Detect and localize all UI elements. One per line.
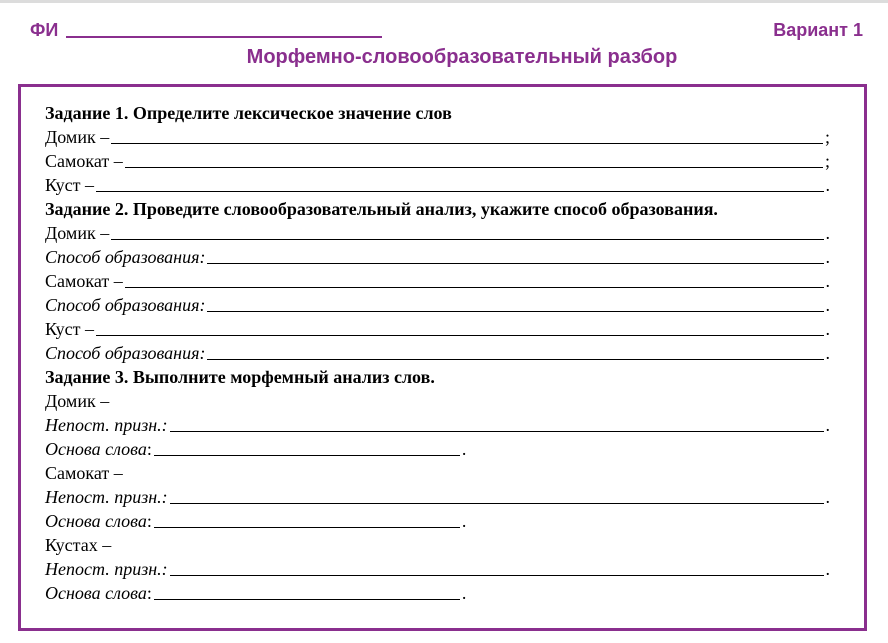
- word-label: Самокат –: [45, 151, 123, 171]
- top-divider: [0, 0, 888, 3]
- method-label: Способ образования:: [45, 295, 206, 315]
- answer-blank[interactable]: [154, 599, 460, 600]
- line-end: .: [825, 559, 830, 579]
- nepost-label: Непост. призн.:: [45, 487, 168, 507]
- osnova-colon: :: [146, 511, 152, 531]
- task2-line-samokat: [45, 269, 830, 293]
- answer-blank[interactable]: [111, 239, 823, 240]
- nepost-label: Непост. призн.:: [45, 415, 168, 435]
- answer-blank[interactable]: [96, 335, 823, 336]
- task2-line-domik: [45, 221, 830, 245]
- line-end: ;: [824, 151, 830, 171]
- task2-heading: Задание 2. Проведите словообразовательный анализ, укажите способ образования.: [45, 199, 718, 219]
- task1-line-kust: [45, 173, 830, 197]
- answer-blank[interactable]: [111, 143, 823, 144]
- task3-nepost-samokat: [45, 485, 830, 509]
- osnova-colon: :: [146, 583, 152, 603]
- answer-blank[interactable]: [154, 455, 460, 456]
- answer-blank[interactable]: [125, 287, 824, 288]
- task3-word-samokat: [45, 461, 830, 485]
- word-label: Самокат –: [45, 271, 123, 291]
- line-end: .: [825, 319, 830, 339]
- name-label: ФИ: [30, 20, 59, 40]
- task3-osnova-domik: [45, 437, 830, 461]
- osnova-label: Основа слова: [45, 583, 147, 603]
- line-end: .: [461, 511, 467, 531]
- line-end: ;: [824, 127, 830, 147]
- line-end: .: [825, 343, 830, 363]
- line-end: .: [825, 415, 830, 435]
- line-end: .: [825, 295, 830, 315]
- name-input-line[interactable]: [66, 36, 382, 38]
- word-label: Куст –: [45, 175, 95, 195]
- line-end: .: [825, 247, 830, 267]
- task3-nepost-domik: [45, 413, 830, 437]
- task3-word-domik: [45, 389, 830, 413]
- word-label: Кустах –: [45, 535, 112, 555]
- line-end: .: [461, 583, 467, 603]
- answer-blank[interactable]: [207, 263, 823, 264]
- task2-method-kust: [45, 341, 830, 365]
- osnova-label: Основа слова: [45, 439, 147, 459]
- task1-heading: Задание 1. Определите лексическое значение слов: [45, 103, 452, 123]
- task1-line-domik: [45, 125, 830, 149]
- line-end: .: [461, 439, 467, 459]
- task1-line-samokat: [45, 149, 830, 173]
- line-end: .: [825, 223, 830, 243]
- word-label: Домик –: [45, 391, 110, 411]
- answer-blank[interactable]: [170, 503, 824, 504]
- task2-method-domik: [45, 245, 830, 269]
- osnova-colon: :: [146, 439, 152, 459]
- answer-blank[interactable]: [170, 575, 824, 576]
- answer-blank[interactable]: [207, 359, 823, 360]
- answer-blank[interactable]: [170, 431, 824, 432]
- nepost-label: Непост. призн.:: [45, 559, 168, 579]
- task3-word-kustah: [45, 533, 830, 557]
- method-label: Способ образования:: [45, 343, 206, 363]
- task3-heading: Задание 3. Выполните морфемный анализ слов.: [45, 367, 435, 387]
- task3-nepost-kustah: [45, 557, 830, 581]
- word-label: Домик –: [45, 127, 110, 147]
- variant-label: Вариант 1: [773, 20, 863, 40]
- answer-blank[interactable]: [207, 311, 823, 312]
- answer-blank[interactable]: [125, 167, 823, 168]
- line-end: .: [825, 487, 830, 507]
- task3-osnova-kustah: [45, 581, 830, 605]
- task2-line-kust: [45, 317, 830, 341]
- task2-method-samokat: [45, 293, 830, 317]
- line-end: .: [825, 271, 830, 291]
- method-label: Способ образования:: [45, 247, 206, 267]
- task3-osnova-samokat: [45, 509, 830, 533]
- answer-blank[interactable]: [96, 191, 823, 192]
- word-label: Куст –: [45, 319, 95, 339]
- line-end: .: [825, 175, 830, 195]
- answer-blank[interactable]: [154, 527, 460, 528]
- worksheet-content: [45, 101, 830, 605]
- word-label: Самокат –: [45, 463, 123, 483]
- osnova-label: Основа слова: [45, 511, 147, 531]
- word-label: Домик –: [45, 223, 110, 243]
- page-title: Морфемно-словообразовательный разбор: [246, 46, 678, 68]
